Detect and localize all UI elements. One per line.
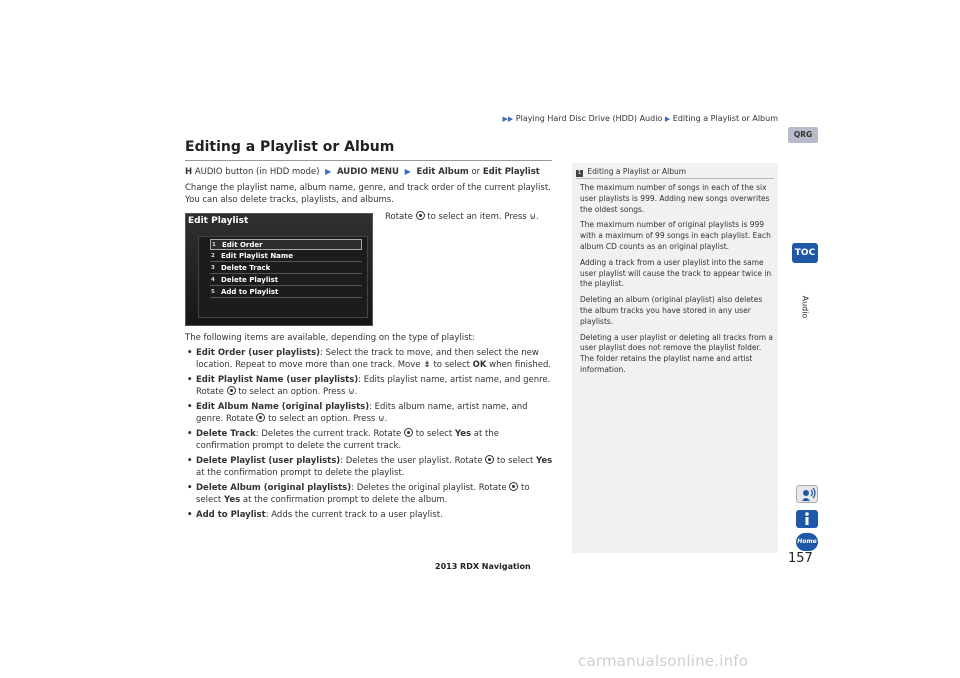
screen-title: Edit Playlist [188, 216, 249, 226]
title-divider [185, 160, 552, 161]
nav-step-audio-menu: AUDIO MENU [336, 167, 399, 177]
item-term: Delete Album (original playlists) [196, 483, 352, 493]
interface-dial-rotate-icon [416, 211, 425, 220]
item-text: when finished. [486, 360, 552, 370]
nav-or: or [471, 167, 481, 177]
interface-dial-rotate-icon [227, 386, 236, 395]
list-item [187, 482, 555, 506]
menu-item-label: Delete Playlist [221, 276, 279, 284]
option-list [187, 347, 555, 524]
toc-button[interactable]: TOC [792, 243, 818, 263]
item-text: to select [430, 360, 473, 370]
sidebar-paragraph: Deleting a user playlist or deleting all tracks from a user playlist does not remove the playlist folder. The folder retains the playlist name and artist information. [580, 332, 774, 374]
arrow-icon: ▶ [325, 167, 332, 176]
rotate-word: Rotate [385, 212, 413, 222]
item-bold: OK [472, 360, 487, 370]
screen-menu-item[interactable] [210, 251, 362, 262]
menu-item-number: 1 [212, 242, 216, 248]
interface-dial-move-icon: ⇟ [423, 360, 431, 370]
list-item [187, 374, 555, 398]
nav-step-edit-playlist: Edit Playlist [482, 167, 540, 177]
list-item [187, 401, 555, 425]
item-text: to select an option. Press [265, 414, 379, 424]
item-text: : Deletes the current track. Rotate [255, 429, 404, 439]
section-tab-audio[interactable] [795, 287, 815, 327]
interface-dial-rotate-icon [404, 428, 413, 437]
menu-item-label: Add to Playlist [221, 288, 279, 296]
item-text: at the confirmation prompt to delete the playlist. [196, 468, 405, 478]
item-text: : Select the track to move, and then select the new location. Repeat to move more than one track. Move [196, 348, 539, 370]
voice-command-icon-graphic [797, 486, 819, 504]
menu-item-number: 4 [211, 277, 215, 283]
interface-dial-rotate-icon [485, 455, 494, 464]
menu-item-number: 3 [211, 265, 215, 271]
arrow-icon: ▶▶ [502, 115, 514, 123]
sidebar-paragraph: Deleting an album (original playlist) also deletes the album tracks you have stored in any user playlists. [580, 295, 763, 326]
item-text: to select an option. Press [235, 387, 349, 397]
list-intro: The following items are available, depending on the type of playlist: [185, 333, 475, 343]
item-text: : Edits album name, artist name, and genre. Rotate [196, 402, 528, 424]
sidebar-body [580, 183, 774, 381]
item-text: at the confirmation prompt to delete the album. [240, 495, 448, 505]
interface-dial-rotate-icon [509, 482, 518, 491]
item-term: Edit Playlist Name (user playlists) [196, 375, 359, 385]
item-text: : Adds the current track to a user playlist. [265, 510, 443, 520]
h-prefix-icon: H [185, 167, 193, 177]
item-text: to select [196, 483, 530, 505]
sidebar-title-text: Editing a Playlist or Album [587, 167, 687, 176]
item-text: : Deletes the original playlist. Rotate [351, 483, 510, 493]
menu-item-number: 5 [211, 289, 215, 295]
rotate-end: . [536, 212, 539, 222]
item-text: to select [494, 456, 537, 466]
intro-paragraph: Change the playlist name, album name, genre, and track order of the current playlist. You can also delete tracks, playlists, and albums. [185, 183, 551, 205]
item-term: Add to Playlist [196, 510, 266, 520]
nav-start: AUDIO button (in HDD mode) [194, 167, 320, 177]
info-icon-graphic [796, 510, 818, 528]
watermark: carmanualsonline.info [578, 652, 749, 670]
sidebar-title [576, 167, 686, 177]
screen-menu-item[interactable] [210, 275, 362, 286]
info-icon[interactable] [796, 510, 818, 528]
menu-item-label: Edit Playlist Name [221, 252, 293, 260]
footer-title: 2013 RDX Navigation [435, 562, 531, 571]
sidebar-paragraph: The maximum number of songs in each of the six user playlists is 999. Adding new songs overwrites the oldest songs. [580, 183, 770, 214]
qrg-button[interactable]: QRG [788, 127, 818, 143]
item-term: Edit Order (user playlists) [196, 348, 321, 358]
interface-dial-push-icon: ⊍ [348, 387, 355, 397]
list-item [187, 509, 555, 521]
item-text: : Edits playlist name, artist name, and genre. Rotate [196, 375, 551, 397]
list-item [187, 347, 555, 371]
screen-menu-item[interactable] [210, 287, 362, 298]
menu-item-number: 2 [211, 253, 215, 259]
interface-dial-push-icon: ⊍ [529, 212, 537, 222]
screen-menu-item[interactable] [210, 239, 362, 250]
breadcrumb [502, 114, 778, 123]
page-number: 157 [788, 551, 813, 566]
screen-menu-item[interactable] [210, 263, 362, 274]
home-label: Home [797, 538, 817, 545]
home-icon[interactable] [796, 533, 818, 551]
item-term: Delete Playlist (user playlists) [196, 456, 341, 466]
sidebar-paragraph: Adding a track from a user playlist into the same user playlist will cause the track to appear twice in the playlist. [580, 257, 772, 289]
rotate-instruction [385, 211, 539, 223]
item-bold: Yes [454, 429, 472, 439]
item-bold: Yes [223, 495, 241, 505]
navigation-path [185, 167, 540, 177]
item-text: : Deletes the user playlist. Rotate [340, 456, 486, 466]
rotate-text: to select an item. Press [427, 212, 527, 222]
breadcrumb-current: Editing a Playlist or Album [672, 114, 778, 123]
breadcrumb-parent[interactable]: Playing Hard Disc Drive (HDD) Audio [515, 114, 663, 123]
item-term: Delete Track [196, 429, 256, 439]
item-bold: Yes [536, 456, 553, 466]
list-item [187, 428, 555, 452]
sidebar-paragraph: The maximum number of original playlists is 999 with a maximum of 99 songs in each playlist. Each album CD counts as an original playlist. [580, 220, 771, 251]
reference-number-icon: 1 [577, 170, 582, 176]
menu-item-label: Delete Track [221, 264, 271, 272]
item-text: . [354, 387, 358, 397]
item-text: at the confirmation prompt to delete the current track. [196, 429, 500, 451]
arrow-icon: ▶ [404, 167, 411, 176]
section-tab-label: Audio [800, 295, 810, 319]
menu-item-label: Edit Order [222, 241, 263, 249]
sidebar-note [572, 163, 778, 553]
sidebar-divider [576, 178, 774, 179]
edit-playlist-screen [185, 213, 373, 326]
arrow-icon: ▶ [664, 115, 671, 123]
list-item [187, 455, 555, 479]
item-text: to select [413, 429, 455, 439]
voice-command-icon[interactable] [796, 485, 818, 503]
item-term: Edit Album Name (original playlists) [196, 402, 370, 412]
item-text: . [384, 414, 388, 424]
nav-step-edit-album: Edit Album [416, 167, 469, 177]
interface-dial-push-icon: ⊍ [378, 414, 385, 424]
page-title: Editing a Playlist or Album [185, 139, 395, 155]
